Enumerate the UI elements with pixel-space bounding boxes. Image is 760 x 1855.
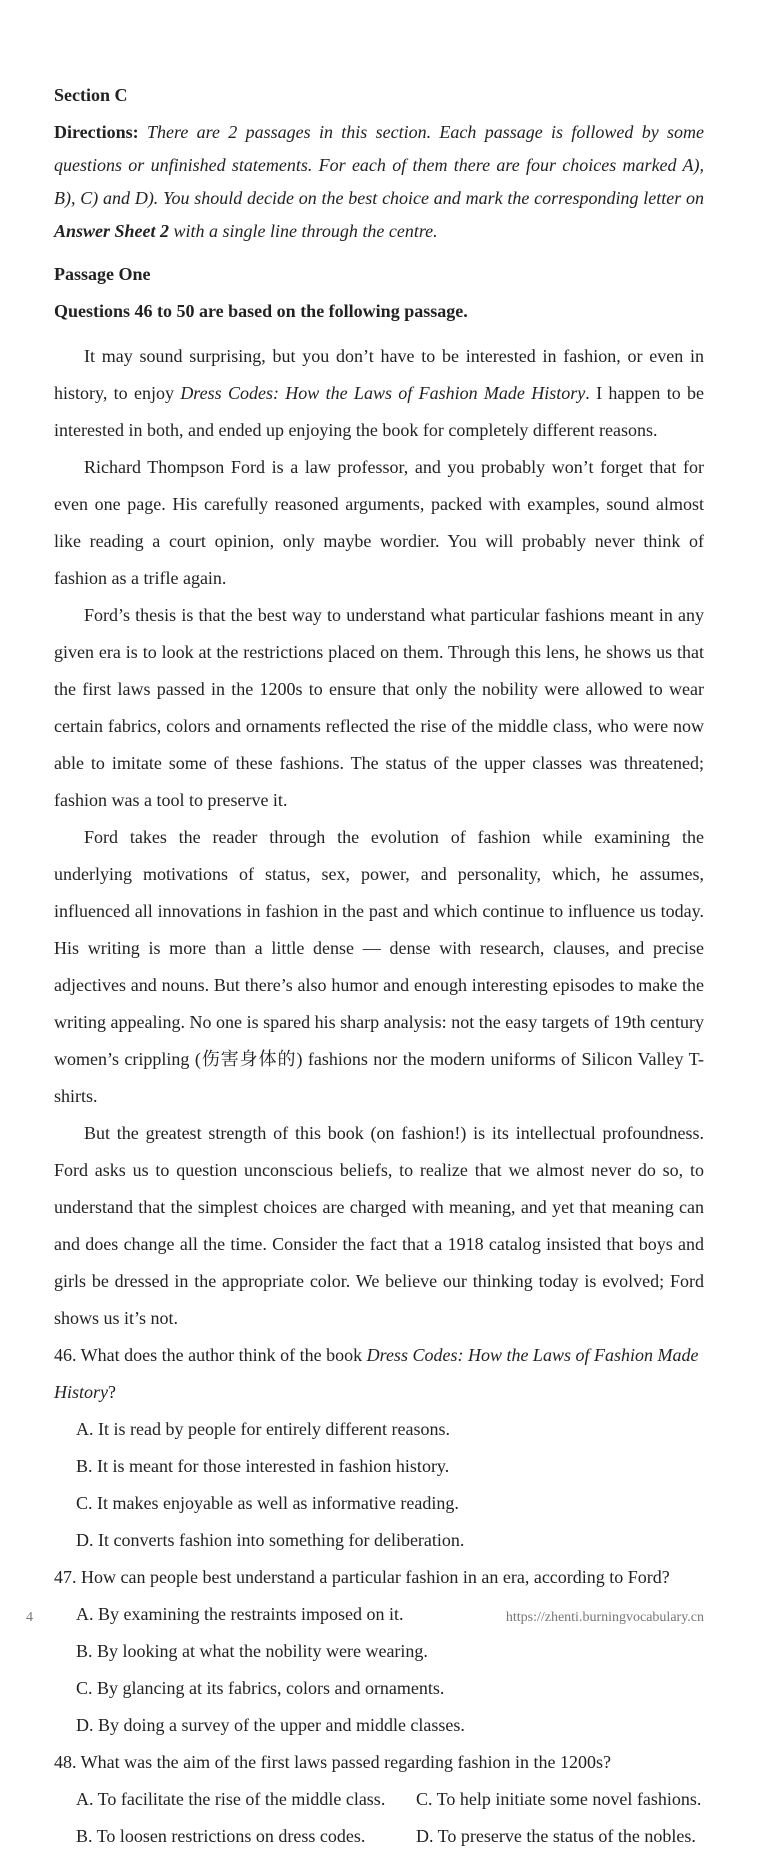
book-title: Dress Codes: How the Laws of Fashion Made History [180,383,586,403]
q46-option-b: B. It is meant for those interested in fashion history. [76,1456,450,1476]
q48-options [76,1781,704,1855]
page-content [54,82,704,1855]
passage-paragraph-3: Ford’s thesis is that the best way to understand what particular fashions meant in any given era is to look at the restrictions placed on them. Through this lens, he shows us that the first laws passed in the 1200s to ensure that only the nobility were allowed to wear certain fabrics, colors and ornaments reflected the rise of the middle class, who were now able to imitate some of these fashions. The status of the upper classes was threatened; fashion was a tool to preserve it. [54,605,704,810]
q46-option-c: C. It makes enjoyable as well as informative reading. [76,1493,459,1513]
question-48: 48. What was the aim of the first laws passed regarding fashion in the 1200s? [54,1752,612,1772]
q47-option-d: D. By doing a survey of the upper and middle classes. [76,1715,465,1735]
directions-text-end: with a single line through the centre. [173,221,438,241]
directions [54,116,704,248]
page-number: 4 [26,1610,33,1625]
directions-text: There are 2 passages in this section. Each passage is followed by some questions or unfinished statements. For each of them there are four choices marked A), B), C) and D). You should decide on the best choice and mark the corresponding letter on [54,122,704,208]
q47-option-a: A. By examining the restraints imposed on it. [76,1604,404,1624]
passage-paragraph-5: But the greatest strength of this book (on fashion!) is its intellectual profoundness. Ford asks us to question unconscious beliefs, to realize that we almost never do so, to understand that the simplest choices are charged with meaning, and yet that meaning can and does change all the time. Consider the fact that a 1918 catalog insisted that boys and girls be dressed in the appropriate color. We believe our thinking today is evolved; Ford shows us it’s not. [54,1123,704,1328]
question-46: 46. What does the author think of the book Dress Codes: How the Laws of Fashion Made History? [54,1345,699,1402]
directions-label: Directions: [54,122,139,142]
q48-option-a: A. To facilitate the rise of the middle class. [76,1789,386,1809]
passage-paragraph-1: It may sound surprising, but you don’t have to be interested in fashion, or even in history, to enjoy Dress Codes: How the Laws of Fashion Made History. I happen to be interested in both, and ended up enjoying the book for completely different reasons. [54,346,705,440]
book-title: Dress Codes: How the Laws of Fashion Made History [54,1345,699,1402]
passage-title: Passage One [54,264,151,284]
q46-option-d: D. It converts fashion into something for deliberation. [76,1530,465,1550]
passage-paragraph-4: Ford takes the reader through the evolution of fashion while examining the underlying motivations of status, sex, power, and personality, which, he assumes, influenced all innovations in fashion in the past and which continue to influence us today. His writing is more than a little dense — dense with research, clauses, and precise adjectives and nouns. But there’s also humor and enough interesting episodes to make the writing appealing. No one is spared his sharp analysis: not the easy targets of 19th century women’s crippling (伤害身体的) fashions nor the modern uniforms of Silicon Valley T-shirts. [54,827,704,1106]
answer-sheet-label: Answer Sheet 2 [54,221,170,241]
q48-option-b: B. To loosen restrictions on dress codes. [76,1826,366,1846]
questions-intro: Questions 46 to 50 are based on the following passage. [54,301,468,321]
q47-option-c: C. By glancing at its fabrics, colors and ornaments. [76,1678,445,1698]
source-url[interactable]: https://zhenti.burningvocabulary.cn [505,1610,704,1625]
section-title: Section C [54,85,128,105]
q48-option-d: D. To preserve the status of the nobles. [416,1826,696,1846]
question-47: 47. How can people best understand a particular fashion in an era, according to Ford? [54,1567,670,1587]
q47-option-b: B. By looking at what the nobility were wearing. [76,1641,428,1661]
q48-option-c: C. To help initiate some novel fashions. [416,1789,702,1809]
passage-paragraph-2: Richard Thompson Ford is a law professor, and you probably won’t forget that for even one page. His carefully reasoned arguments, packed with examples, sound almost like reading a court opinion, only maybe wordier. You will probably never think of fashion as a trifle again. [54,457,704,588]
q46-option-a: A. It is read by people for entirely different reasons. [76,1419,451,1439]
